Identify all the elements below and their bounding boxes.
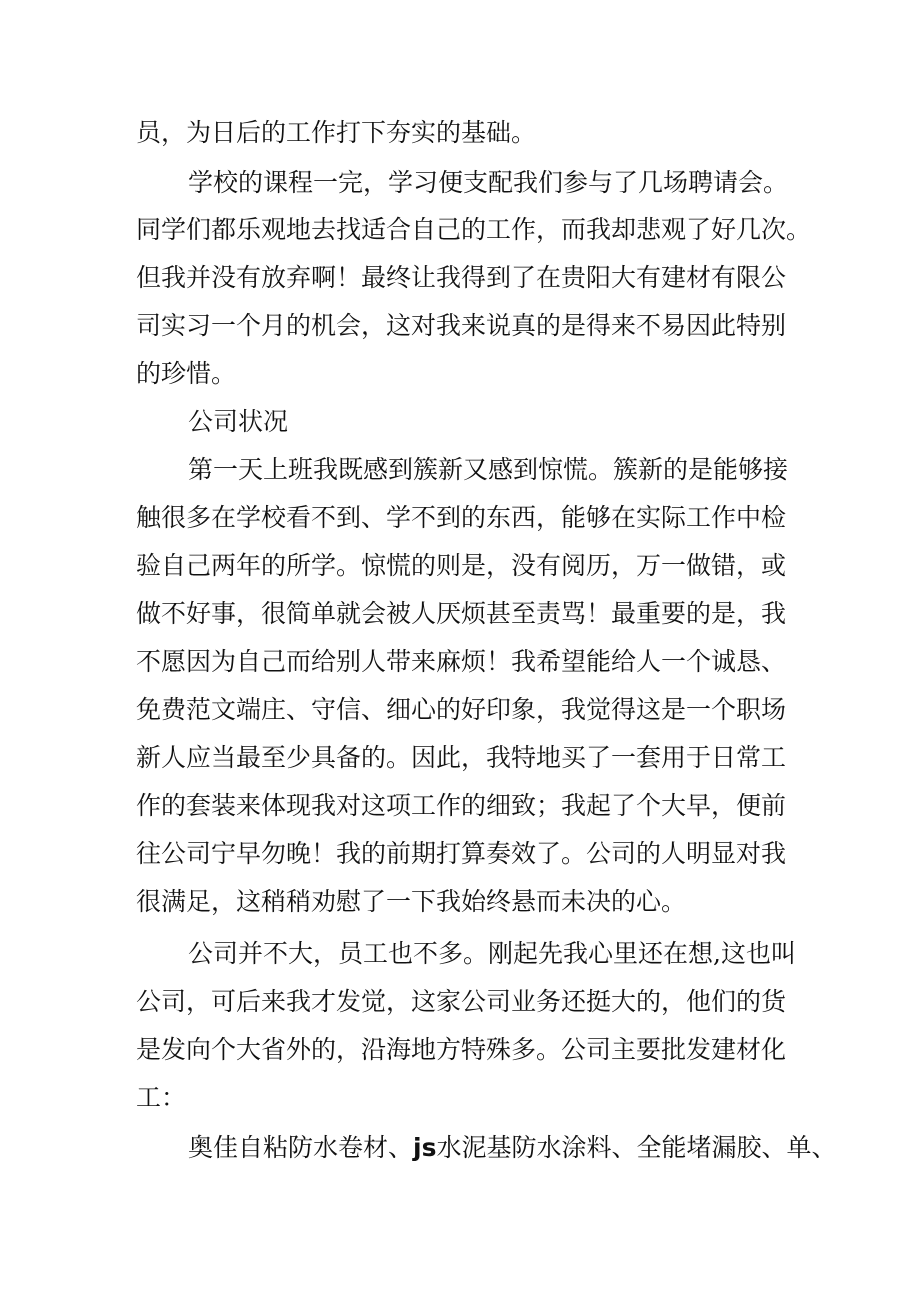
text-run: 奥佳自粘防水卷材、	[188, 1133, 414, 1162]
text-line: 工：	[136, 1083, 187, 1112]
text-line: 验自己两年的所学。惊慌的则是，没有阅历，万一做错，或	[136, 551, 787, 580]
paragraph-start-line	[188, 1133, 836, 1163]
paragraph-start-line: 第一天上班我既感到簇新又感到惊慌。簇新的是能够接	[188, 455, 789, 484]
text-line: 不愿因为自己而给别人带来麻烦！我希望能给人一个诚恳、	[136, 647, 787, 676]
text-line: 触很多在学校看不到、学不到的东西，能够在实际工作中检	[136, 503, 787, 532]
text-run-bold: js	[413, 1133, 437, 1162]
text-line: 新人应当最至少具备的。因此，我特地买了一套用于日常工	[136, 743, 787, 772]
text-run: 水泥基防水涂料、全能堵漏胶、单、	[436, 1133, 837, 1162]
section-heading: 公司状况	[188, 407, 289, 436]
text-line: 往公司宁早勿晚！我的前期打算奏效了。公司的人明显对我	[136, 839, 787, 868]
paragraph-start-line: 学校的课程一完，学习便支配我们参与了几场聘请会。	[188, 168, 789, 197]
text-line: 是发向个大省外的，沿海地方特殊多。公司主要批发建材化	[136, 1035, 787, 1064]
text-line: 司实习一个月的机会，这对我来说真的是得来不易因此特别	[136, 311, 787, 340]
text-line: 员，为日后的工作打下夯实的基础。	[136, 118, 537, 147]
text-line: 公司，可后来我才发觉，这家公司业务还挺大的，他们的货	[136, 987, 787, 1016]
text-line: 很满足，这稍稍劝慰了一下我始终悬而未决的心。	[136, 887, 687, 916]
text-line: 免费范文端庄、守信、细心的好印象，我觉得这是一个职场	[136, 695, 787, 724]
paragraph-start-line: 公司并不大，员工也不多。刚起先我心里还在想,这也叫	[188, 939, 796, 968]
text-line: 但我并没有放弃啊！最终让我得到了在贵阳大有建材有限公	[136, 263, 787, 292]
text-line: 的珍惜。	[136, 359, 237, 388]
text-line: 作的套装来体现我对这项工作的细致；我起了个大早，便前	[136, 791, 787, 820]
text-line: 同学们都乐观地去找适合自己的工作，而我却悲观了好几次。	[136, 215, 812, 244]
text-line: 做不好事，很简单就会被人厌烦甚至责骂！最重要的是，我	[136, 599, 787, 628]
